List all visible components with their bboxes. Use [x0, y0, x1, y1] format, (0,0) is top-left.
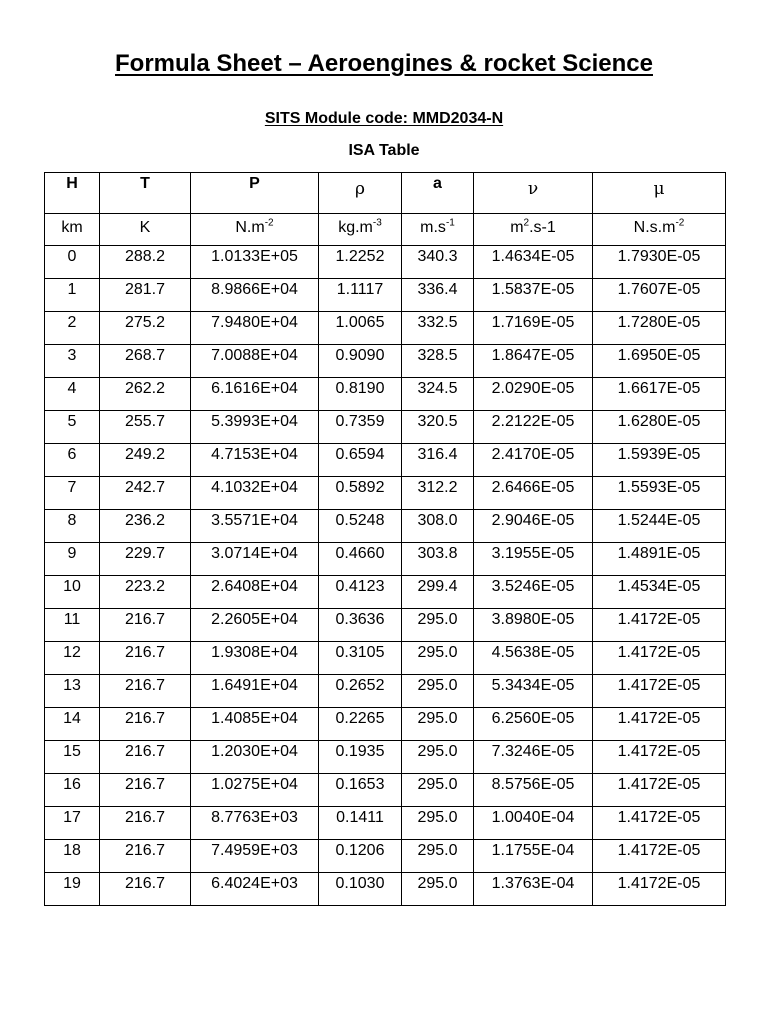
cell-speed-of-sound: 295.0: [402, 774, 474, 807]
cell-speed-of-sound: 295.0: [402, 708, 474, 741]
cell-temperature: 249.2: [100, 444, 191, 477]
cell-speed-of-sound: 295.0: [402, 741, 474, 774]
table-row: [45, 576, 726, 609]
cell-altitude: 12: [45, 642, 100, 675]
cell-altitude: 9: [45, 543, 100, 576]
cell-dynamic-viscosity: 1.7280E-05: [593, 312, 726, 345]
cell-dynamic-viscosity: 1.7607E-05: [593, 279, 726, 312]
cell-pressure: 1.0133E+05: [191, 246, 319, 279]
unit-altitude: km: [45, 214, 100, 246]
cell-density: 0.2265: [319, 708, 402, 741]
cell-speed-of-sound: 328.5: [402, 345, 474, 378]
table-row: [45, 378, 726, 411]
cell-density: 0.1653: [319, 774, 402, 807]
cell-temperature: 281.7: [100, 279, 191, 312]
cell-pressure: 7.9480E+04: [191, 312, 319, 345]
cell-pressure: 2.2605E+04: [191, 609, 319, 642]
cell-altitude: 7: [45, 477, 100, 510]
table-row: [45, 477, 726, 510]
cell-dynamic-viscosity: 1.4172E-05: [593, 642, 726, 675]
cell-temperature: 216.7: [100, 741, 191, 774]
cell-pressure: 1.4085E+04: [191, 708, 319, 741]
cell-kinematic-viscosity: 1.7169E-05: [474, 312, 593, 345]
cell-dynamic-viscosity: 1.6617E-05: [593, 378, 726, 411]
cell-dynamic-viscosity: 1.7930E-05: [593, 246, 726, 279]
table-row: [45, 444, 726, 477]
cell-kinematic-viscosity: 2.6466E-05: [474, 477, 593, 510]
cell-kinematic-viscosity: 6.2560E-05: [474, 708, 593, 741]
unit-density: $kg.m^{-3}$: [319, 214, 402, 246]
cell-speed-of-sound: 320.5: [402, 411, 474, 444]
cell-temperature: 275.2: [100, 312, 191, 345]
cell-speed-of-sound: 299.4: [402, 576, 474, 609]
cell-speed-of-sound: 340.3: [402, 246, 474, 279]
cell-pressure: 3.5571E+04: [191, 510, 319, 543]
cell-dynamic-viscosity: 1.4172E-05: [593, 741, 726, 774]
cell-density: 0.5248: [319, 510, 402, 543]
cell-temperature: 236.2: [100, 510, 191, 543]
table-row: [45, 642, 726, 675]
header-dynamic-viscosity: μ: [593, 173, 726, 214]
cell-altitude: 14: [45, 708, 100, 741]
cell-dynamic-viscosity: 1.5939E-05: [593, 444, 726, 477]
table-row: [45, 246, 726, 279]
cell-pressure: 2.6408E+04: [191, 576, 319, 609]
cell-kinematic-viscosity: 3.1955E-05: [474, 543, 593, 576]
cell-density: 0.5892: [319, 477, 402, 510]
cell-speed-of-sound: 295.0: [402, 642, 474, 675]
unit-header-row: [45, 214, 726, 246]
cell-kinematic-viscosity: 2.9046E-05: [474, 510, 593, 543]
cell-pressure: 7.4959E+03: [191, 840, 319, 873]
cell-altitude: 8: [45, 510, 100, 543]
cell-dynamic-viscosity: 1.4172E-05: [593, 774, 726, 807]
cell-temperature: 216.7: [100, 807, 191, 840]
cell-density: 0.6594: [319, 444, 402, 477]
cell-kinematic-viscosity: 2.4170E-05: [474, 444, 593, 477]
cell-dynamic-viscosity: 1.6950E-05: [593, 345, 726, 378]
table-row: [45, 774, 726, 807]
unit-kinematic-viscosity: $m^2.s-1$: [474, 214, 593, 246]
cell-speed-of-sound: 303.8: [402, 543, 474, 576]
cell-dynamic-viscosity: 1.4891E-05: [593, 543, 726, 576]
header-temperature: T: [100, 173, 191, 214]
cell-temperature: 268.7: [100, 345, 191, 378]
cell-altitude: 16: [45, 774, 100, 807]
cell-speed-of-sound: 332.5: [402, 312, 474, 345]
cell-altitude: 17: [45, 807, 100, 840]
table-row: [45, 741, 726, 774]
cell-dynamic-viscosity: 1.4172E-05: [593, 840, 726, 873]
table-row: [45, 543, 726, 576]
header-density: ρ: [319, 173, 402, 214]
isa-table: [44, 172, 726, 906]
cell-altitude: 18: [45, 840, 100, 873]
cell-altitude: 15: [45, 741, 100, 774]
cell-speed-of-sound: 324.5: [402, 378, 474, 411]
header-speed-of-sound: a: [402, 173, 474, 214]
cell-density: 0.1030: [319, 873, 402, 906]
cell-speed-of-sound: 295.0: [402, 807, 474, 840]
cell-altitude: 6: [45, 444, 100, 477]
cell-altitude: 0: [45, 246, 100, 279]
cell-dynamic-viscosity: 1.4534E-05: [593, 576, 726, 609]
cell-temperature: 216.7: [100, 774, 191, 807]
cell-pressure: 4.7153E+04: [191, 444, 319, 477]
cell-density: 0.3105: [319, 642, 402, 675]
cell-temperature: 216.7: [100, 840, 191, 873]
cell-dynamic-viscosity: 1.4172E-05: [593, 807, 726, 840]
cell-density: 0.1206: [319, 840, 402, 873]
cell-pressure: 7.0088E+04: [191, 345, 319, 378]
cell-kinematic-viscosity: 2.0290E-05: [474, 378, 593, 411]
header-altitude: H: [45, 173, 100, 214]
cell-kinematic-viscosity: 8.5756E-05: [474, 774, 593, 807]
cell-speed-of-sound: 295.0: [402, 873, 474, 906]
table-row: [45, 708, 726, 741]
cell-pressure: 6.1616E+04: [191, 378, 319, 411]
symbol-header-row: [45, 173, 726, 214]
table-row: [45, 807, 726, 840]
cell-pressure: 1.2030E+04: [191, 741, 319, 774]
cell-density: 1.0065: [319, 312, 402, 345]
cell-dynamic-viscosity: 1.5593E-05: [593, 477, 726, 510]
header-pressure: P: [191, 173, 319, 214]
cell-temperature: 288.2: [100, 246, 191, 279]
cell-pressure: 1.9308E+04: [191, 642, 319, 675]
table-row: [45, 840, 726, 873]
unit-pressure: $N.m^{-2}$: [191, 214, 319, 246]
header-kinematic-viscosity: ν: [474, 173, 593, 214]
cell-dynamic-viscosity: 1.6280E-05: [593, 411, 726, 444]
cell-density: 1.2252: [319, 246, 402, 279]
cell-pressure: 6.4024E+03: [191, 873, 319, 906]
cell-density: 0.7359: [319, 411, 402, 444]
cell-kinematic-viscosity: 1.3763E-04: [474, 873, 593, 906]
cell-kinematic-viscosity: 3.8980E-05: [474, 609, 593, 642]
unit-speed-of-sound: $m.s^{-1}$: [402, 214, 474, 246]
cell-temperature: 223.2: [100, 576, 191, 609]
cell-kinematic-viscosity: 1.4634E-05: [474, 246, 593, 279]
table-row: [45, 279, 726, 312]
cell-kinematic-viscosity: 2.2122E-05: [474, 411, 593, 444]
table-row: [45, 675, 726, 708]
cell-dynamic-viscosity: 1.5244E-05: [593, 510, 726, 543]
cell-altitude: 13: [45, 675, 100, 708]
table-row: [45, 345, 726, 378]
cell-altitude: 1: [45, 279, 100, 312]
cell-altitude: 3: [45, 345, 100, 378]
cell-altitude: 11: [45, 609, 100, 642]
table-row: [45, 312, 726, 345]
cell-speed-of-sound: 295.0: [402, 675, 474, 708]
cell-kinematic-viscosity: 1.1755E-04: [474, 840, 593, 873]
unit-dynamic-viscosity: $N.s.m^{-2}$: [593, 214, 726, 246]
cell-temperature: 216.7: [100, 873, 191, 906]
cell-kinematic-viscosity: 1.5837E-05: [474, 279, 593, 312]
cell-dynamic-viscosity: 1.4172E-05: [593, 609, 726, 642]
cell-temperature: 216.7: [100, 708, 191, 741]
cell-dynamic-viscosity: 1.4172E-05: [593, 708, 726, 741]
cell-pressure: 1.6491E+04: [191, 675, 319, 708]
cell-pressure: 4.1032E+04: [191, 477, 319, 510]
table-row: [45, 411, 726, 444]
cell-speed-of-sound: 336.4: [402, 279, 474, 312]
table-row: [45, 609, 726, 642]
cell-temperature: 255.7: [100, 411, 191, 444]
page-title: Formula Sheet – Aeroengines & rocket Science: [115, 50, 653, 77]
cell-density: 0.8190: [319, 378, 402, 411]
cell-density: 0.3636: [319, 609, 402, 642]
table-row: [45, 510, 726, 543]
table-row: [45, 873, 726, 906]
cell-kinematic-viscosity: 4.5638E-05: [474, 642, 593, 675]
module-code: SITS Module code: MMD2034-N: [264, 110, 504, 127]
cell-temperature: 229.7: [100, 543, 191, 576]
cell-pressure: 5.3993E+04: [191, 411, 319, 444]
cell-temperature: 216.7: [100, 609, 191, 642]
cell-altitude: 2: [45, 312, 100, 345]
cell-altitude: 19: [45, 873, 100, 906]
unit-temperature: K: [100, 214, 191, 246]
cell-density: 1.1117: [319, 279, 402, 312]
cell-altitude: 4: [45, 378, 100, 411]
cell-altitude: 5: [45, 411, 100, 444]
cell-density: 0.2652: [319, 675, 402, 708]
cell-pressure: 8.7763E+03: [191, 807, 319, 840]
cell-kinematic-viscosity: 3.5246E-05: [474, 576, 593, 609]
cell-temperature: 262.2: [100, 378, 191, 411]
cell-speed-of-sound: 312.2: [402, 477, 474, 510]
cell-density: 0.1411: [319, 807, 402, 840]
cell-dynamic-viscosity: 1.4172E-05: [593, 873, 726, 906]
cell-dynamic-viscosity: 1.4172E-05: [593, 675, 726, 708]
cell-kinematic-viscosity: 5.3434E-05: [474, 675, 593, 708]
cell-altitude: 10: [45, 576, 100, 609]
cell-speed-of-sound: 295.0: [402, 609, 474, 642]
cell-density: 0.4123: [319, 576, 402, 609]
cell-density: 0.1935: [319, 741, 402, 774]
cell-pressure: 3.0714E+04: [191, 543, 319, 576]
cell-kinematic-viscosity: 1.8647E-05: [474, 345, 593, 378]
table-title: ISA Table: [348, 142, 420, 159]
cell-speed-of-sound: 295.0: [402, 840, 474, 873]
cell-density: 0.4660: [319, 543, 402, 576]
cell-kinematic-viscosity: 7.3246E-05: [474, 741, 593, 774]
cell-temperature: 242.7: [100, 477, 191, 510]
cell-pressure: 8.9866E+04: [191, 279, 319, 312]
cell-speed-of-sound: 316.4: [402, 444, 474, 477]
cell-kinematic-viscosity: 1.0040E-04: [474, 807, 593, 840]
cell-temperature: 216.7: [100, 642, 191, 675]
cell-temperature: 216.7: [100, 675, 191, 708]
cell-density: 0.9090: [319, 345, 402, 378]
cell-speed-of-sound: 308.0: [402, 510, 474, 543]
cell-pressure: 1.0275E+04: [191, 774, 319, 807]
